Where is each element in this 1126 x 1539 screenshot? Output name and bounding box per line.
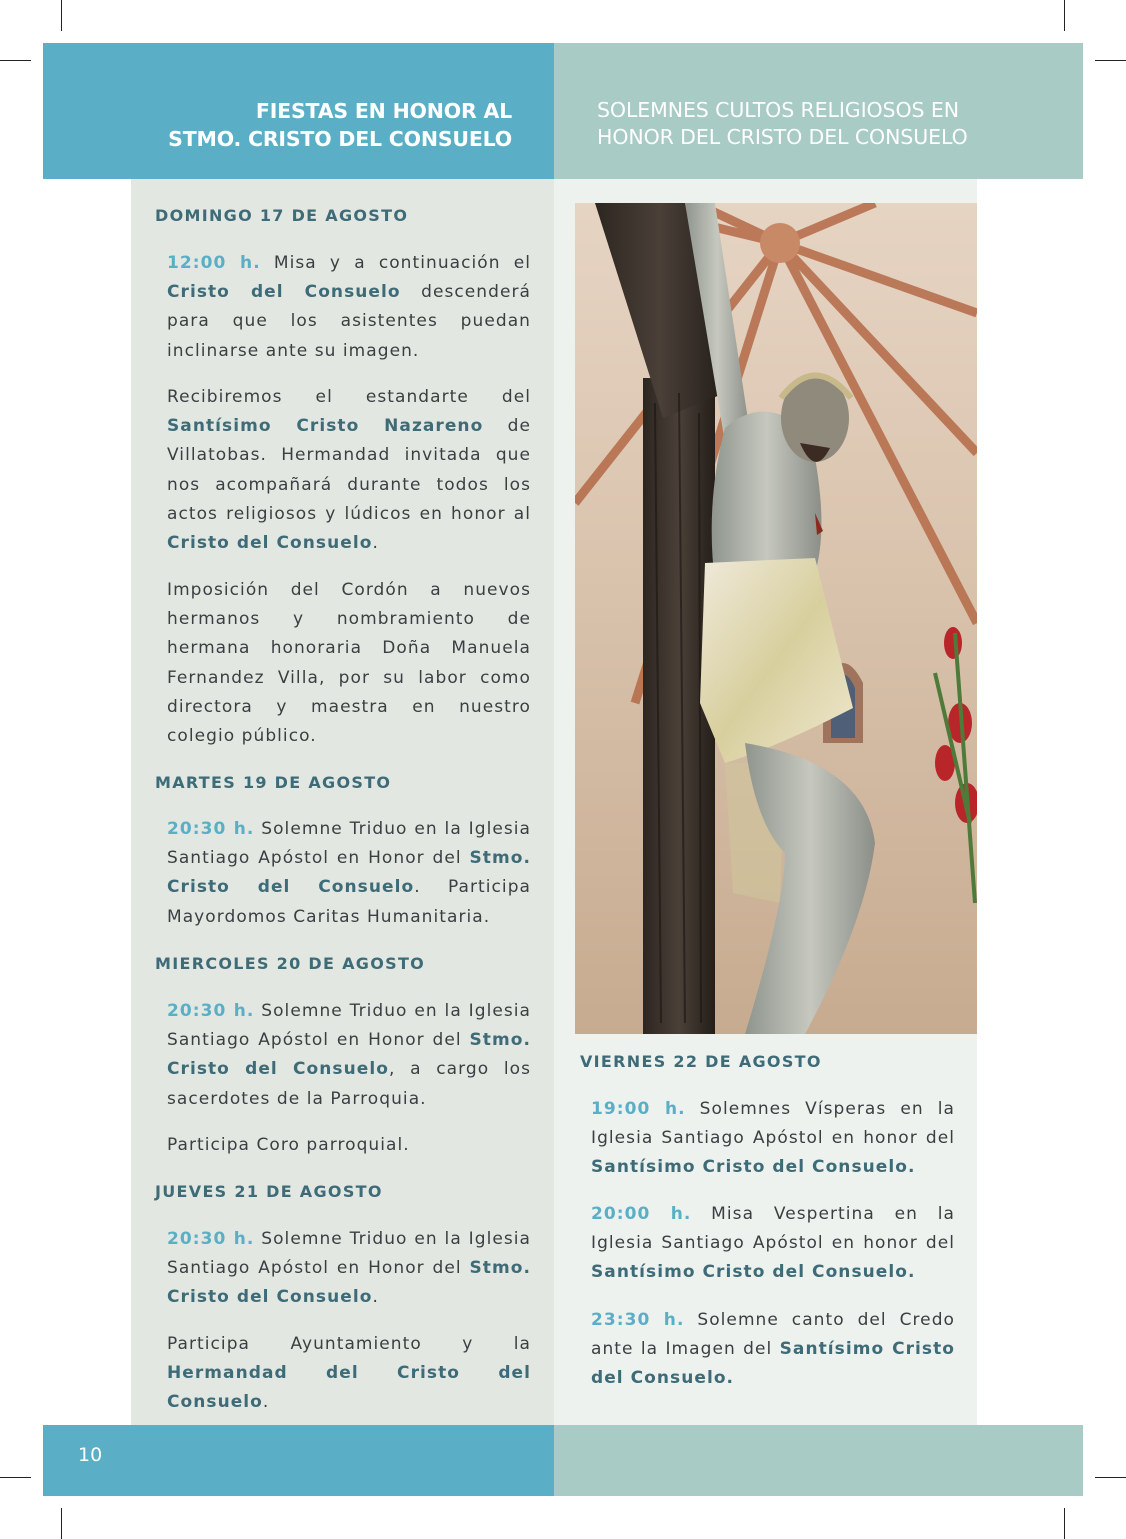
crop-mark [1064, 0, 1065, 31]
crop-mark [1095, 60, 1126, 61]
event-text: Misa Vespertina en la Iglesia Santiago Apóstol en honor del [591, 1204, 955, 1254]
crop-mark [0, 60, 31, 61]
event-text: . Participa Mayordomos Caritas Humanitaria. [167, 877, 531, 927]
event-text: de Villatobas. Hermandad invitada que nos acompañará durante todos los actos religiosos y lúdicos en honor al [167, 416, 531, 524]
event-text: , a cargo los sacerdotes de la Parroquia. [167, 1059, 531, 1109]
header-left-line1: FIESTAS EN HONOR AL [255, 99, 512, 123]
event-highlight: Stmo. Cristo del Consuelo [167, 1030, 531, 1080]
event-highlight: Cristo del Consuelo [167, 533, 373, 554]
event-paragraph: Participa Coro parroquial. [167, 1135, 410, 1155]
crop-mark [1095, 1477, 1126, 1478]
event-time: 19:00 h. [591, 1099, 686, 1119]
event-text: Solemne canto del Credo ante la Imagen del [591, 1310, 955, 1360]
event-time: 20:00 h. [591, 1204, 692, 1224]
event-highlight: Stmo. Cristo del Consuelo [167, 848, 531, 898]
day-heading: MARTES 19 DE AGOSTO [155, 773, 392, 792]
event-text: Solemnes Vísperas en la Iglesia Santiago Apóstol en honor del [591, 1099, 955, 1149]
event-text: . [372, 1287, 379, 1308]
crucifix-photo [575, 203, 977, 1034]
header-right-line1: SOLEMNES CULTOS RELIGIOSOS EN [597, 98, 959, 122]
crop-mark [61, 1508, 62, 1539]
footer-right-band [554, 1425, 1083, 1496]
event-time: 12:00 h. [167, 253, 261, 273]
event-paragraph [591, 1200, 955, 1288]
event-time: 20:30 h. [167, 819, 255, 839]
event-paragraph [591, 1306, 955, 1394]
header-right-line2: HONOR DEL CRISTO DEL CONSUELO [597, 125, 968, 149]
event-paragraph [167, 383, 531, 558]
event-highlight: Santísimo Cristo del Consuelo. [591, 1157, 916, 1178]
event-text: Recibiremos el estandarte del [167, 387, 531, 407]
event-paragraph [167, 249, 531, 366]
header-left-line2: STMO. CRISTO DEL CONSUELO [168, 127, 512, 151]
crop-mark [61, 0, 62, 31]
day-heading: VIERNES 22 DE AGOSTO [580, 1052, 822, 1071]
event-highlight: Santísimo Cristo Nazareno [167, 416, 484, 437]
header-right-band [554, 43, 1083, 179]
event-text: . [372, 533, 379, 554]
page-number: 10 [78, 1444, 103, 1466]
header-left-band [43, 43, 554, 179]
event-paragraph [167, 1225, 531, 1313]
event-time: 23:30 h. [591, 1310, 685, 1330]
event-highlight: Santísimo Cristo del Consuelo. [591, 1262, 916, 1283]
event-paragraph [167, 997, 531, 1114]
event-highlight: Cristo del Consuelo [167, 282, 401, 303]
event-text: Misa y a continuación el [260, 253, 532, 273]
event-text: . [262, 1392, 270, 1413]
crop-mark [0, 1477, 31, 1478]
crop-mark [1064, 1508, 1065, 1539]
day-heading: JUEVES 21 DE AGOSTO [155, 1182, 383, 1201]
event-paragraph [167, 1330, 531, 1418]
crucifix-photo-icon [575, 203, 977, 1034]
event-text: Solemne Triduo en la Iglesia Santiago Apóstol en Honor del [167, 1229, 531, 1279]
event-highlight: Hermandad del Cristo del Consuelo [167, 1363, 531, 1413]
event-highlight: Stmo. Cristo del Consuelo [167, 1258, 531, 1308]
day-heading: DOMINGO 17 DE AGOSTO [155, 206, 409, 225]
footer-left-band [43, 1425, 554, 1496]
event-highlight: Santísimo Cristo del Consuelo. [591, 1339, 955, 1389]
event-text: Solemne Triduo en la Iglesia Santiago Apóstol en Honor del [167, 819, 531, 869]
header-left-title [168, 97, 512, 153]
event-time: 20:30 h. [167, 1229, 255, 1249]
event-text: descenderá para que los asistentes puedan inclinarse ante su imagen. [167, 282, 531, 361]
event-paragraph [167, 815, 531, 932]
event-time: 20:30 h. [167, 1001, 255, 1021]
day-heading: MIERCOLES 20 DE AGOSTO [155, 954, 426, 973]
event-paragraph [591, 1095, 955, 1183]
header-right-title [597, 97, 968, 151]
event-text: Participa Ayuntamiento y la [167, 1334, 531, 1354]
event-text: Solemne Triduo en la Iglesia Santiago Apóstol en Honor del [167, 1001, 531, 1051]
event-paragraph: Imposición del Cordón a nuevos hermanos y nombramiento de hermana honoraria Doña Manuela Fernandez Villa, por su labor como directora y maestra en nuestro colegio público. [167, 580, 531, 747]
